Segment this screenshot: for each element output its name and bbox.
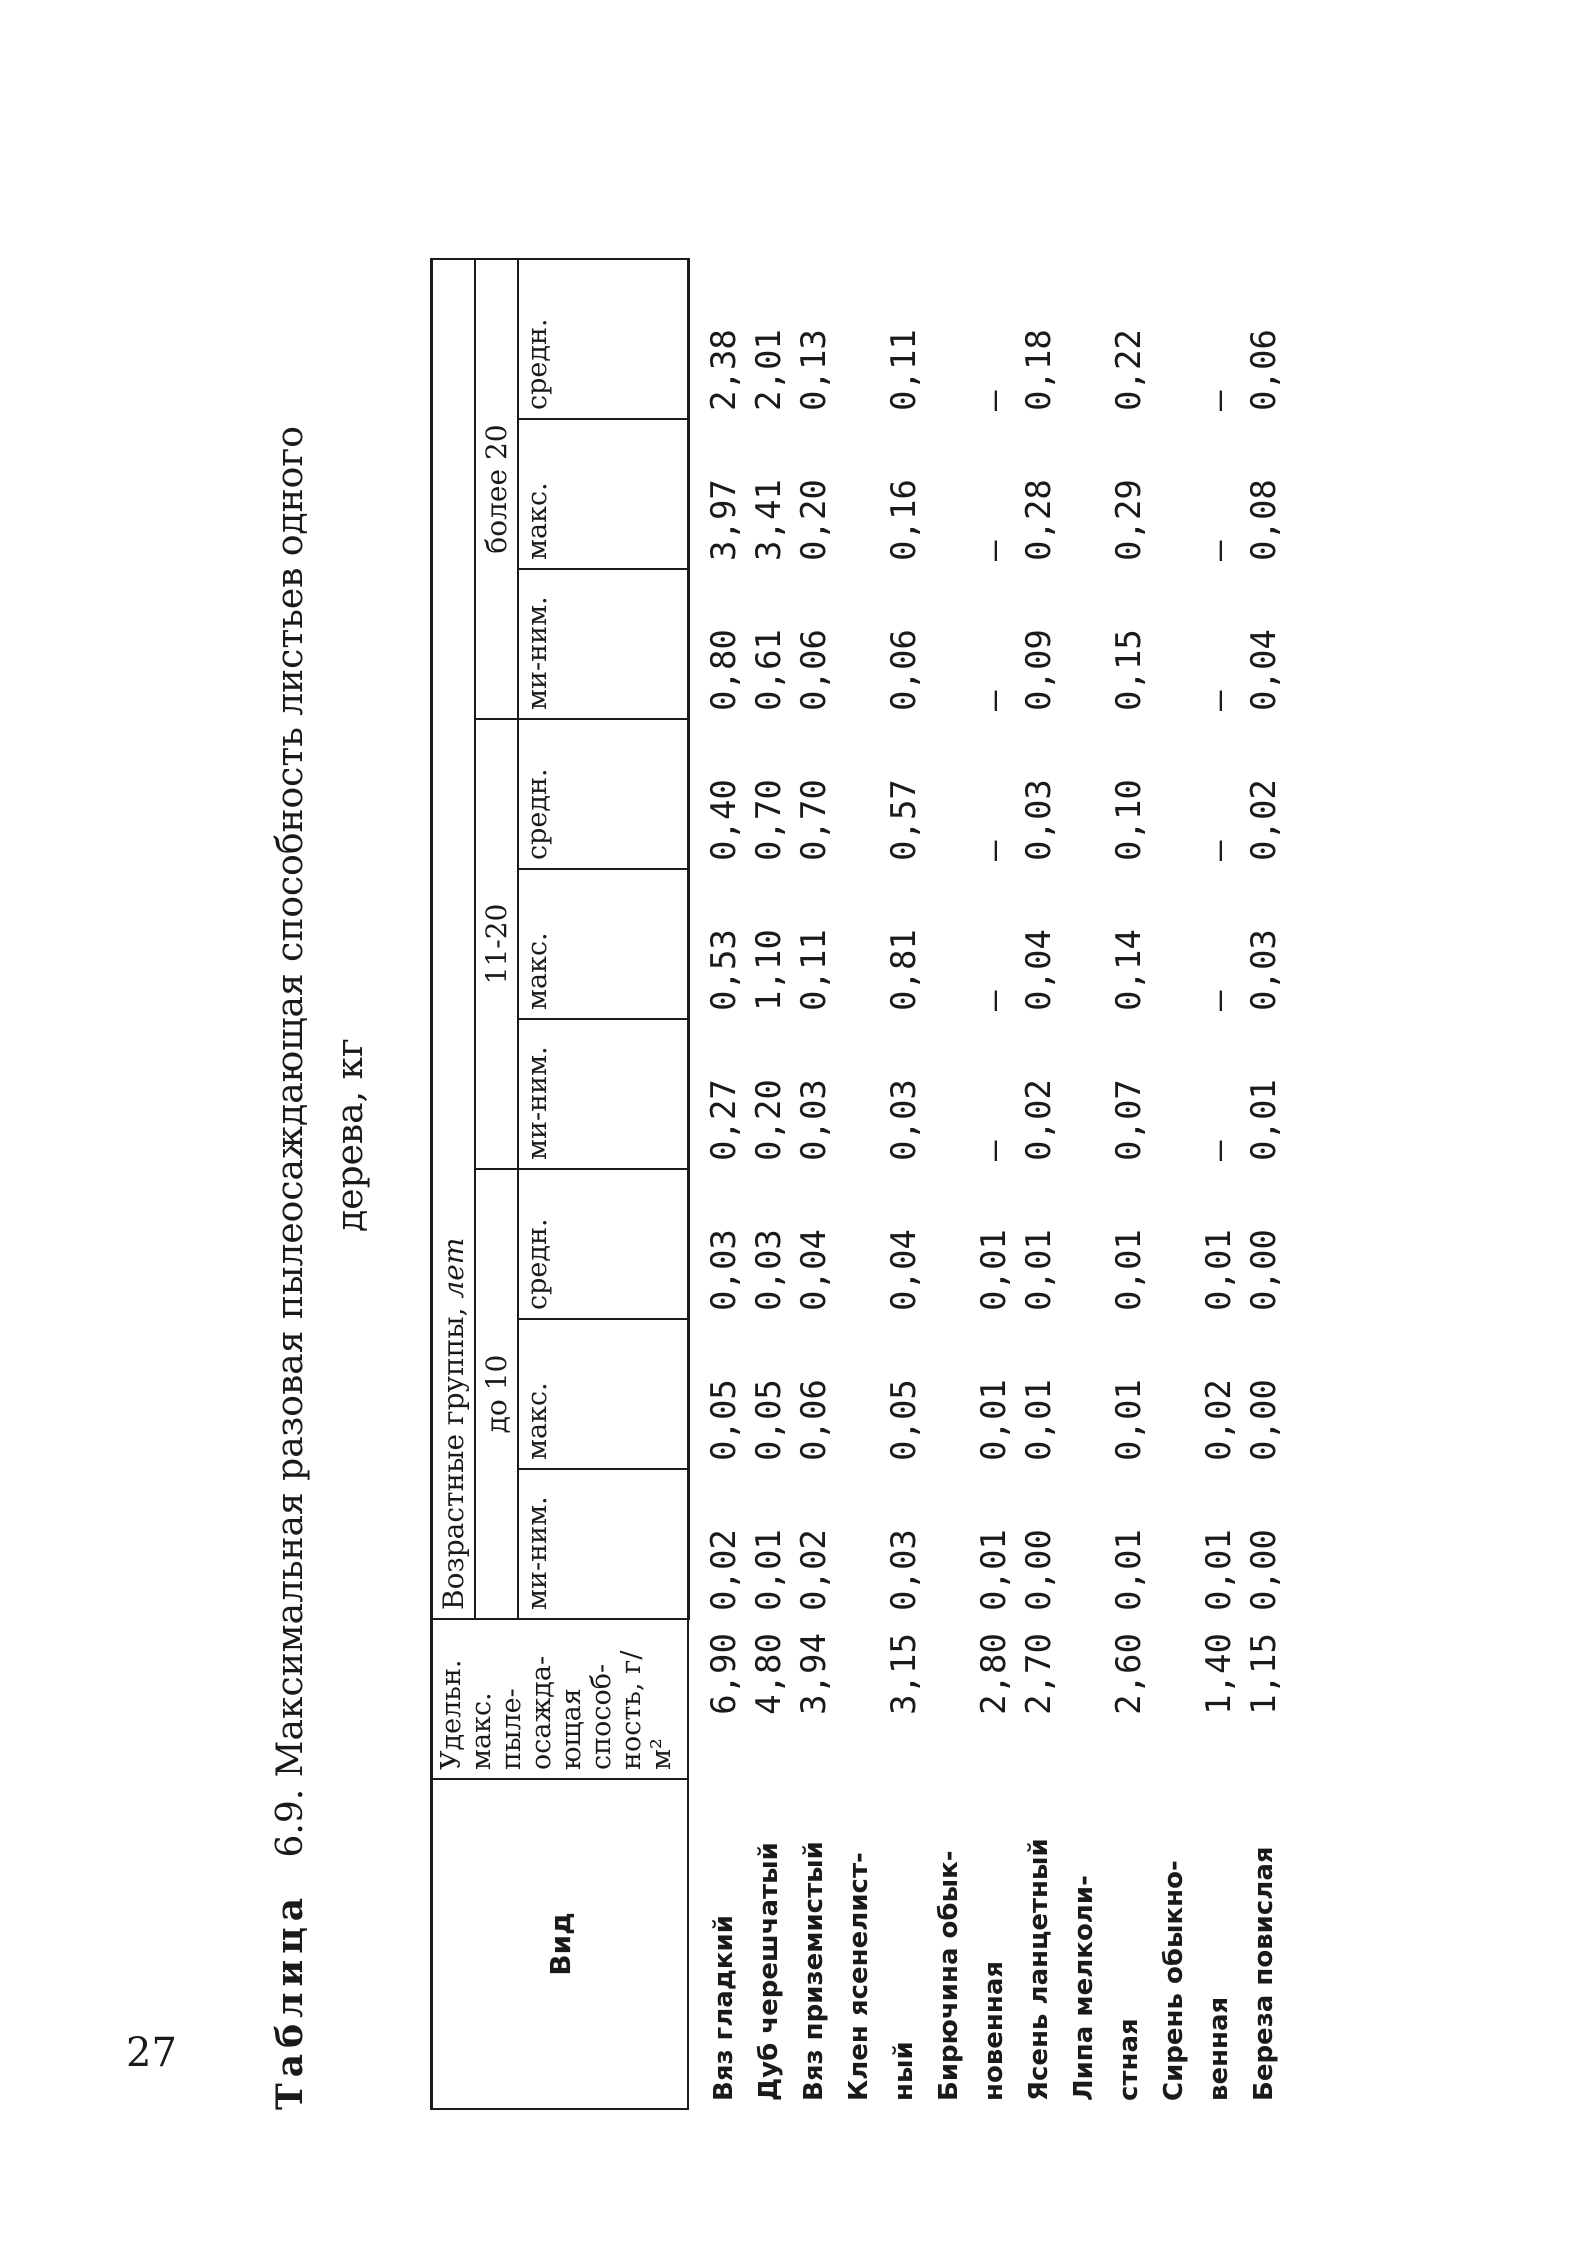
table-row xyxy=(1107,259,1152,2109)
value-cell xyxy=(1062,1019,1107,1169)
dust-table xyxy=(430,258,1287,2110)
sub-header-min: ми-ним. xyxy=(518,1469,688,1619)
value-cell: 0,03 xyxy=(1243,929,1284,1011)
page-number: 27 xyxy=(126,2030,177,2076)
specific-value-cell: 3,15 xyxy=(883,1633,924,1715)
value-cell: 0,01 xyxy=(1018,1379,1059,1461)
caption-number: 6.9. xyxy=(270,1788,311,1858)
sub-header-max: макс. xyxy=(518,869,688,1019)
value-cell: 0,05 xyxy=(748,1379,789,1461)
value-cell: 0,03 xyxy=(883,1079,924,1161)
species-cell: венная xyxy=(1203,1996,1234,2101)
value-cell xyxy=(1152,419,1197,569)
specific-value-cell xyxy=(927,1619,972,1779)
species-cell: Бирючина обык- xyxy=(933,1850,964,2101)
table-row xyxy=(747,259,792,2109)
value-cell: 3,41 xyxy=(748,479,789,561)
sub-header-min: ми-ним. xyxy=(518,569,688,719)
value-cell: 0,01 xyxy=(1108,1379,1149,1461)
value-cell: 0,06 xyxy=(793,1379,834,1461)
value-cell xyxy=(1062,1169,1107,1319)
value-cell: 0,08 xyxy=(1243,479,1284,561)
value-cell: 0,00 xyxy=(1243,1529,1284,1611)
sub-header-avg: средн. xyxy=(518,719,688,869)
value-cell: 0,04 xyxy=(883,1229,924,1311)
value-cell xyxy=(927,869,972,1019)
caption-lead: Таблица xyxy=(269,1891,311,2110)
value-cell: 0,04 xyxy=(793,1229,834,1311)
value-cell: 0,20 xyxy=(748,1079,789,1161)
age-groups-label: Возрастные группы, xyxy=(437,1307,470,1610)
specific-value-cell: 2,60 xyxy=(1108,1633,1149,1715)
value-cell: – xyxy=(1198,1140,1239,1161)
value-cell: 0,14 xyxy=(1108,929,1149,1011)
table-row xyxy=(927,259,972,2109)
value-cell: 0,80 xyxy=(703,629,744,711)
specific-header: Удельн. макс. пыле-осажда-ющая способ-ность, г/м² xyxy=(432,1619,689,1779)
group-header: более 20 xyxy=(475,259,518,719)
value-cell: 0,03 xyxy=(793,1079,834,1161)
value-cell: – xyxy=(1198,540,1239,561)
table-row xyxy=(882,259,927,2109)
value-cell xyxy=(1062,419,1107,569)
value-cell xyxy=(837,1019,882,1169)
species-cell: новенная xyxy=(978,1960,1009,2101)
value-cell: 0,02 xyxy=(1198,1379,1239,1461)
value-cell: – xyxy=(973,540,1014,561)
sub-header-min: ми-ним. xyxy=(518,1019,688,1169)
value-cell xyxy=(1152,1469,1197,1619)
value-cell xyxy=(927,1469,972,1619)
specific-value-cell: 6,90 xyxy=(703,1633,744,1715)
value-cell xyxy=(1152,719,1197,869)
value-cell: 0,01 xyxy=(1243,1079,1284,1161)
value-cell: 0,05 xyxy=(703,1379,744,1461)
value-cell: – xyxy=(973,690,1014,711)
species-cell: Ясень ланцетный xyxy=(1023,1838,1054,2101)
value-cell: 0,01 xyxy=(1108,1529,1149,1611)
species-cell: Клен ясенелист- xyxy=(843,1852,874,2101)
sub-header-avg: средн. xyxy=(518,259,688,419)
value-cell: 0,04 xyxy=(1243,629,1284,711)
value-cell: 0,61 xyxy=(748,629,789,711)
value-cell: 0,04 xyxy=(1018,929,1059,1011)
value-cell xyxy=(1152,259,1197,419)
species-cell: Вяз гладкий xyxy=(708,1915,739,2101)
value-cell xyxy=(1062,719,1107,869)
value-cell: 0,20 xyxy=(793,479,834,561)
value-cell xyxy=(927,569,972,719)
table-row xyxy=(837,259,882,2109)
value-cell: 0,09 xyxy=(1018,629,1059,711)
value-cell xyxy=(837,1169,882,1319)
value-cell xyxy=(837,259,882,419)
table-row xyxy=(1197,259,1242,2109)
value-cell xyxy=(1152,869,1197,1019)
table-row xyxy=(1242,259,1287,2109)
value-cell: – xyxy=(973,390,1014,411)
value-cell: 0,00 xyxy=(1018,1529,1059,1611)
value-cell xyxy=(837,1319,882,1469)
species-cell: ный xyxy=(888,2041,919,2101)
specific-value-cell: 1,40 xyxy=(1198,1633,1239,1715)
specific-value-cell xyxy=(837,1619,882,1779)
table-row xyxy=(1062,259,1107,2109)
caption-line2: дерева, кг xyxy=(330,1038,371,1232)
value-cell: – xyxy=(1198,840,1239,861)
value-cell: – xyxy=(1198,390,1239,411)
value-cell: 0,01 xyxy=(748,1529,789,1611)
value-cell: 0,03 xyxy=(703,1229,744,1311)
species-header: Вид xyxy=(432,1779,689,2109)
value-cell xyxy=(927,719,972,869)
value-cell: 0,03 xyxy=(883,1529,924,1611)
value-cell xyxy=(1152,569,1197,719)
value-cell: 0,70 xyxy=(793,779,834,861)
value-cell: 0,28 xyxy=(1018,479,1059,561)
value-cell xyxy=(1152,1169,1197,1319)
value-cell: 0,03 xyxy=(1018,779,1059,861)
value-cell: 0,13 xyxy=(793,329,834,411)
value-cell: 0,02 xyxy=(1018,1079,1059,1161)
age-groups-unit: лет xyxy=(437,1237,470,1299)
value-cell: 0,01 xyxy=(1108,1229,1149,1311)
value-cell: 0,18 xyxy=(1018,329,1059,411)
value-cell xyxy=(927,1019,972,1169)
age-groups-header xyxy=(432,259,476,1619)
value-cell: – xyxy=(1198,990,1239,1011)
specific-value-cell xyxy=(1152,1619,1197,1779)
caption-text: Максимальная разовая пылеосаждающая способность листьев одного xyxy=(270,426,311,1778)
value-cell: 0,01 xyxy=(1198,1229,1239,1311)
value-cell: 0,27 xyxy=(703,1079,744,1161)
value-cell xyxy=(927,419,972,569)
value-cell: 0,81 xyxy=(883,929,924,1011)
species-cell: Липа мелколи- xyxy=(1068,1875,1099,2101)
value-cell: 0,03 xyxy=(748,1229,789,1311)
table-caption xyxy=(260,160,381,2110)
value-cell: 0,70 xyxy=(748,779,789,861)
value-cell xyxy=(1062,259,1107,419)
value-cell: 0,06 xyxy=(793,629,834,711)
sub-header-avg: средн. xyxy=(518,1169,688,1319)
value-cell: 0,00 xyxy=(1243,1229,1284,1311)
value-cell xyxy=(927,1169,972,1319)
specific-value-cell: 1,15 xyxy=(1243,1633,1284,1715)
value-cell: – xyxy=(1198,690,1239,711)
species-cell: стная xyxy=(1113,2018,1144,2101)
value-cell xyxy=(927,259,972,419)
value-cell xyxy=(1062,869,1107,1019)
species-cell: Сирень обыкно- xyxy=(1158,1860,1189,2101)
value-cell xyxy=(1062,1319,1107,1469)
value-cell xyxy=(927,1319,972,1469)
table-row xyxy=(1152,259,1197,2109)
value-cell xyxy=(837,719,882,869)
specific-value-cell: 3,94 xyxy=(793,1633,834,1715)
value-cell: 0,05 xyxy=(883,1379,924,1461)
value-cell: – xyxy=(973,990,1014,1011)
value-cell xyxy=(1062,569,1107,719)
value-cell: 0,11 xyxy=(883,329,924,411)
group-header: 11-20 xyxy=(475,719,518,1169)
value-cell: 0,07 xyxy=(1108,1079,1149,1161)
specific-value-cell: 4,80 xyxy=(748,1633,789,1715)
value-cell: 0,01 xyxy=(973,1529,1014,1611)
value-cell xyxy=(837,1469,882,1619)
value-cell: 0,40 xyxy=(703,779,744,861)
value-cell: 1,10 xyxy=(748,929,789,1011)
value-cell xyxy=(837,419,882,569)
value-cell: 0,57 xyxy=(883,779,924,861)
value-cell: 0,10 xyxy=(1108,779,1149,861)
value-cell: 0,11 xyxy=(793,929,834,1011)
value-cell xyxy=(1152,1319,1197,1469)
value-cell: 0,01 xyxy=(973,1229,1014,1311)
table-row xyxy=(972,259,1017,2109)
value-cell xyxy=(1062,1469,1107,1619)
species-cell: Береза повислая xyxy=(1248,1846,1279,2101)
value-cell: 0,02 xyxy=(793,1529,834,1611)
rotated-table-block xyxy=(260,160,1460,2110)
value-cell: 3,97 xyxy=(703,479,744,561)
table-body xyxy=(688,259,1287,2109)
sub-header-max: макс. xyxy=(518,419,688,569)
value-cell: 0,15 xyxy=(1108,629,1149,711)
table-row xyxy=(792,259,837,2109)
group-header: до 10 xyxy=(475,1169,518,1619)
value-cell: 0,53 xyxy=(703,929,744,1011)
specific-value-cell xyxy=(1062,1619,1107,1779)
value-cell: 0,01 xyxy=(1018,1229,1059,1311)
species-cell: Дуб черешчатый xyxy=(753,1842,784,2101)
value-cell: 2,38 xyxy=(703,329,744,411)
value-cell xyxy=(1152,1019,1197,1169)
species-cell: Вяз приземистый xyxy=(798,1841,829,2101)
table-row xyxy=(688,259,747,2109)
value-cell: 0,01 xyxy=(1198,1529,1239,1611)
value-cell: 0,00 xyxy=(1243,1379,1284,1461)
value-cell: 0,16 xyxy=(883,479,924,561)
specific-value-cell: 2,70 xyxy=(1018,1633,1059,1715)
value-cell: 0,02 xyxy=(1243,779,1284,861)
value-cell xyxy=(837,869,882,1019)
value-cell: 0,06 xyxy=(1243,329,1284,411)
value-cell: 0,29 xyxy=(1108,479,1149,561)
value-cell: 0,02 xyxy=(703,1529,744,1611)
value-cell: 0,22 xyxy=(1108,329,1149,411)
value-cell: 0,06 xyxy=(883,629,924,711)
value-cell xyxy=(837,569,882,719)
value-cell: 0,01 xyxy=(973,1379,1014,1461)
value-cell: – xyxy=(973,840,1014,861)
value-cell: 2,01 xyxy=(748,329,789,411)
value-cell: – xyxy=(973,1140,1014,1161)
specific-value-cell: 2,80 xyxy=(973,1633,1014,1715)
table-row xyxy=(1017,259,1062,2109)
sub-header-max: макс. xyxy=(518,1319,688,1469)
